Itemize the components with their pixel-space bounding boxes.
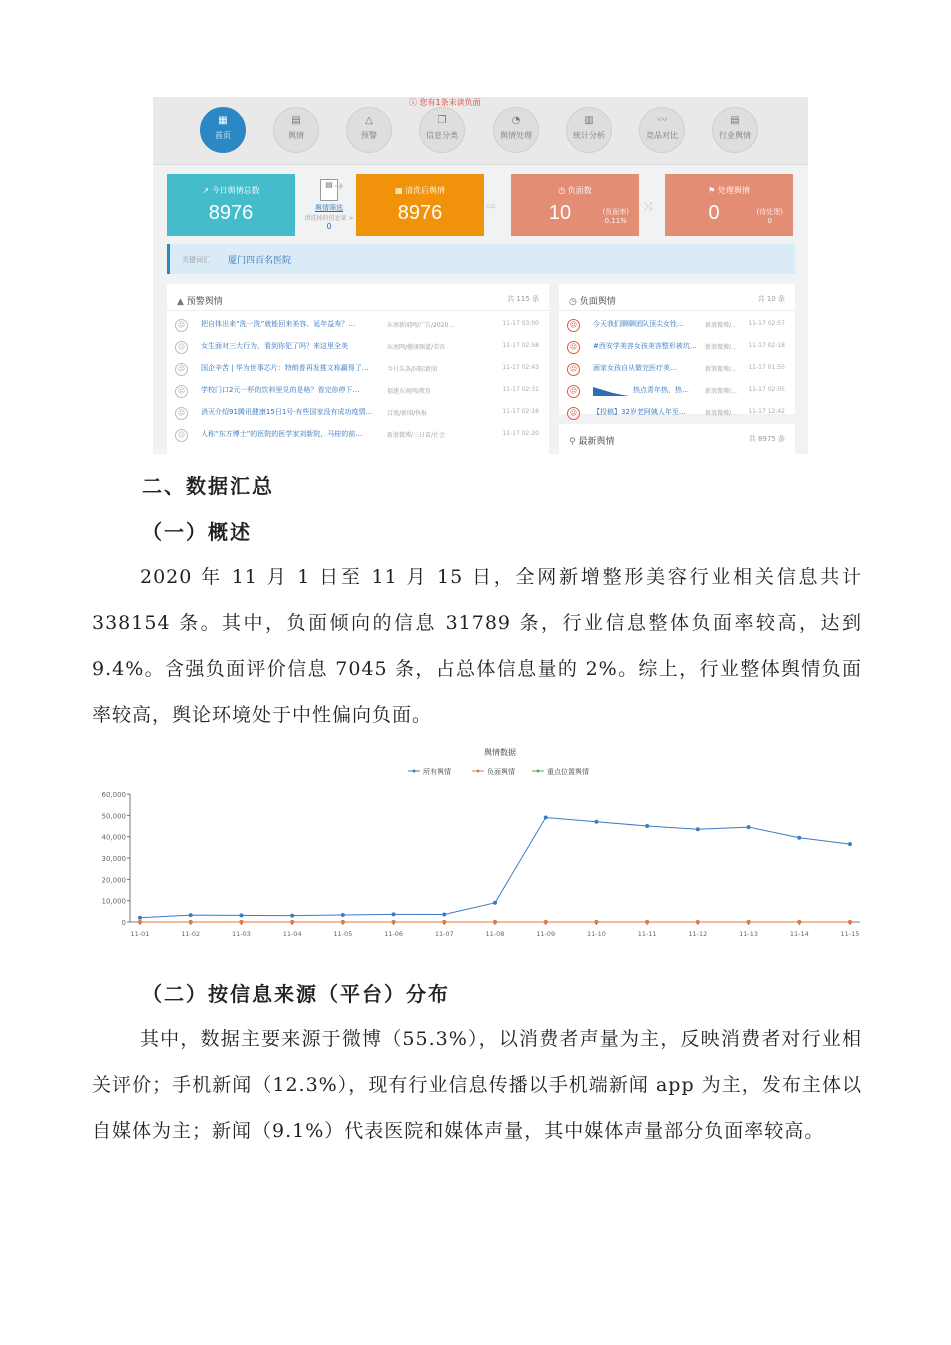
data-point[interactable]	[594, 920, 598, 924]
stat-card[interactable]	[356, 174, 484, 236]
legend-marker	[413, 770, 416, 773]
list-item[interactable]	[167, 382, 549, 402]
face-icon: ☹	[567, 341, 580, 354]
data-point[interactable]	[138, 920, 142, 924]
filter-count: 0	[326, 222, 332, 231]
item-time: 11-17 02:20	[502, 430, 539, 437]
latest-panel	[559, 424, 795, 454]
clock-icon: ◷	[569, 297, 580, 307]
item-title[interactable]: 把自体出来“洗一洗”就能回来美容、延年益寿？…	[201, 320, 356, 328]
filter-link[interactable]: 舆情筛选	[315, 204, 343, 212]
nav-item-label: 舆情	[288, 131, 304, 140]
y-tick-label: 20,000	[101, 876, 126, 885]
stat-card[interactable]	[167, 174, 295, 236]
x-tick-label: 11-02	[181, 930, 201, 938]
trend-chart-svg	[90, 742, 870, 964]
clock-icon: ◷	[558, 186, 566, 195]
face-icon: ☹	[175, 429, 188, 442]
legend-label[interactable]: 所有舆情	[423, 768, 451, 776]
section-heading: 二、数据汇总	[142, 474, 274, 498]
y-tick-label: 0	[121, 919, 126, 927]
face-icon: ☹	[175, 363, 188, 376]
x-tick-label: 11-14	[789, 930, 809, 938]
item-time: 11-17 12:42	[748, 408, 785, 415]
stat-sub: (负面率) 0.11%	[602, 208, 629, 225]
nav-item[interactable]	[566, 107, 612, 153]
item-time: 11-17 02:18	[748, 342, 785, 349]
document-icon: ▤	[291, 115, 301, 126]
data-point[interactable]	[544, 815, 548, 819]
data-point[interactable]	[848, 920, 852, 924]
item-title[interactable]: 国企辛苦 | 华为世事芯片：特朗普再发推文称赢得了…	[201, 364, 369, 372]
item-time: 11-17 02:57	[748, 320, 785, 327]
y-tick-label: 50,000	[101, 812, 126, 821]
warning-panel-count: 共 115 条	[507, 295, 539, 303]
item-time: 11-17 02:05	[748, 386, 785, 393]
nav-item[interactable]	[200, 107, 246, 153]
data-point[interactable]	[747, 825, 751, 829]
stat-value: 8976	[397, 202, 443, 224]
legend-marker	[537, 770, 540, 773]
data-point[interactable]	[442, 913, 446, 917]
item-time: 11-17 02:16	[502, 408, 539, 415]
warning-panel	[167, 284, 549, 454]
keyword-bar	[167, 244, 795, 274]
alert-icon: ▲	[177, 297, 187, 307]
list-item[interactable]	[559, 404, 795, 424]
item-title[interactable]: 【投稿】32岁老阿姨人年至…	[593, 408, 686, 416]
stat-title: ▦ 清洗后舆情	[394, 186, 446, 195]
stat-title: ◷ 负面数	[558, 186, 592, 195]
x-tick-label: 11-15	[840, 930, 860, 938]
stat-title: ⚑ 处理舆情	[708, 186, 750, 195]
list-item[interactable]	[559, 338, 795, 358]
arrow-right-icon: ⇨	[486, 199, 497, 213]
list-item[interactable]	[167, 338, 549, 358]
grid-icon: ▦	[218, 115, 228, 126]
copy-icon: ❐	[437, 115, 447, 126]
x-tick-label: 11-01	[130, 930, 150, 938]
x-tick-label: 11-12	[688, 930, 708, 938]
item-source: 新浪微博/…	[705, 410, 738, 417]
list-item[interactable]	[559, 382, 795, 402]
alert-icon: △	[365, 115, 373, 126]
filter-sub: 清洗掉的信息量 >	[304, 215, 354, 222]
item-source: 新浪微博/…	[705, 344, 738, 351]
data-point[interactable]	[645, 824, 649, 828]
list-item[interactable]	[559, 360, 795, 380]
x-tick-label: 11-05	[333, 930, 353, 938]
item-title[interactable]: 消灭介绍91腾讯健康15日1号·有些国家没有成功疫情…	[201, 408, 373, 416]
mini-trend-icon	[593, 387, 629, 396]
nav-item[interactable]	[493, 107, 539, 153]
x-tick-label: 11-09	[536, 930, 556, 938]
face-icon: ☹	[175, 407, 188, 420]
legend-label[interactable]: 重点位置舆情	[547, 768, 589, 776]
y-tick-label: 60,000	[101, 791, 126, 799]
item-title[interactable]: 今天我们聊聊团队顶尖女性…	[593, 320, 684, 328]
face-icon: ☹	[567, 319, 580, 332]
data-point[interactable]	[696, 827, 700, 831]
data-point[interactable]	[189, 913, 193, 917]
nav-item-label: 预警	[361, 131, 377, 140]
refresh-icon: ◔	[511, 115, 521, 126]
nav-item-label: 首页	[215, 131, 231, 140]
data-point[interactable]	[392, 912, 396, 916]
list-item[interactable]	[167, 360, 549, 380]
item-source: 东南新闻网/广告/2020…	[387, 322, 455, 329]
nav-item[interactable]	[639, 107, 685, 153]
face-icon: ☹	[567, 385, 580, 398]
wave-icon: 〰	[657, 115, 667, 126]
list-item[interactable]	[559, 316, 795, 336]
item-title[interactable]: 女生面对三大行为，看到你犯了吗？来这里全美	[201, 342, 348, 350]
bar-chart-icon: ▥	[584, 115, 594, 126]
item-source: 新浪微博/三日看/社会	[387, 432, 446, 439]
stat-value: 0	[708, 202, 720, 224]
data-point[interactable]	[848, 842, 852, 846]
overview-paragraph: 2020 年 11 月 1 日至 11 月 15 日，全网新增整形美容行业相关信息共计 338154 条。其中，负面倾向的信息 31789 条，行业信息整体负面率较高，达到 9.4%。含强负面评价信息 7045 条，占总体信息量的 2%。综上，行业整体舆情负面率较高，舆论环境处于中性偏向负面。	[92, 566, 862, 726]
data-point[interactable]	[747, 920, 751, 924]
data-point[interactable]	[544, 920, 548, 924]
x-tick-label: 11-04	[282, 930, 302, 938]
grid-icon: ▦	[394, 186, 403, 195]
stat-card[interactable]	[511, 174, 639, 236]
item-time: 11-17 03:00	[502, 320, 539, 327]
dashboard-screenshot	[153, 97, 808, 454]
data-point[interactable]	[138, 916, 142, 920]
nav-item[interactable]	[346, 107, 392, 153]
data-point[interactable]	[797, 920, 801, 924]
warning-panel-title: ▲ 预警舆情	[177, 297, 223, 307]
data-point[interactable]	[493, 920, 497, 924]
arrow-right-icon: ➜	[334, 179, 345, 193]
latest-panel-title: ⚲ 最新舆情	[569, 437, 615, 447]
document-icon: ▤	[320, 179, 338, 201]
y-tick-label: 10,000	[101, 897, 126, 906]
shuffle-icon: ⤨	[643, 199, 653, 213]
item-source: 今日头条/国际新闻	[387, 366, 438, 373]
legend-label[interactable]: 负面舆情	[487, 768, 515, 776]
item-source: 东南网/健康频道/美容	[387, 344, 446, 351]
latest-panel-count: 共 8975 条	[748, 435, 785, 443]
data-point[interactable]	[645, 920, 649, 924]
source-paragraph: 其中，数据主要来源于微博（55.3%），以消费者声量为主，反映消费者对行业相关评价；手机新闻（12.3%），现有行业信息传播以手机端新闻 app 为主，发布主体以自媒体为主；新闻（9.1%）代表医院和媒体声量，其中媒体声量部分负面率较高。	[92, 1028, 862, 1142]
x-tick-label: 11-06	[384, 930, 404, 938]
nav-item-label: 竞品对比	[646, 131, 678, 140]
face-icon: ☹	[175, 385, 188, 398]
unread-negative-alert[interactable]: ⓘ 您有1条未读负面	[409, 98, 481, 107]
nav-item[interactable]	[712, 107, 758, 153]
stat-sub: (待处理) 0	[756, 208, 783, 225]
item-title[interactable]: 画家女孩自从做完医疗美…	[593, 364, 677, 372]
x-tick-label: 11-10	[586, 930, 606, 938]
face-icon: ☹	[567, 407, 580, 420]
x-tick-label: 11-13	[739, 930, 759, 938]
item-time: 11-17 02:58	[502, 342, 539, 349]
data-point[interactable]	[442, 920, 446, 924]
top-nav	[153, 97, 808, 165]
data-point[interactable]	[392, 920, 396, 924]
stat-title: ↗ 今日舆情总数	[202, 186, 260, 195]
face-icon: ☹	[175, 319, 188, 332]
data-point[interactable]	[696, 920, 700, 924]
data-point[interactable]	[189, 920, 193, 924]
list-item[interactable]	[167, 426, 549, 446]
nav-item[interactable]	[419, 107, 465, 153]
data-point[interactable]	[239, 920, 243, 924]
legend-marker	[477, 770, 480, 773]
negative-panel	[559, 284, 795, 417]
nav-item-label: 信息分类	[426, 131, 458, 140]
stat-value: 10	[548, 202, 572, 224]
item-source: 新浪微博/…	[705, 322, 738, 329]
item-time: 11-17 02:43	[502, 364, 539, 371]
item-source: 新浪微博/…	[705, 366, 738, 373]
pin-icon: ⚲	[569, 437, 579, 447]
trend-chart	[90, 742, 870, 964]
list-item[interactable]	[167, 316, 549, 336]
data-point[interactable]	[341, 920, 345, 924]
data-point[interactable]	[239, 913, 243, 917]
item-title[interactable]: 学校门口2元一杯的饮料里兑的是啥？看完你停下…	[201, 386, 360, 394]
data-point[interactable]	[341, 913, 345, 917]
y-tick-label: 40,000	[101, 833, 126, 842]
keyword-value[interactable]: 厦门四百名医院	[228, 256, 292, 266]
filter-widget[interactable]	[294, 179, 364, 235]
item-time: 11-17 02:31	[502, 386, 539, 393]
stat-value: 8976	[208, 202, 254, 224]
item-title[interactable]: 人称“东方博士”的医院的医学家刘新院，马桂的前…	[201, 430, 363, 438]
x-tick-label: 11-07	[434, 930, 454, 938]
subsection-heading-overview: （一）概述	[142, 520, 252, 544]
nav-item-label: 统计分析	[573, 131, 605, 140]
x-tick-label: 11-11	[637, 930, 657, 938]
keyword-label: 关键词汇	[182, 256, 210, 264]
item-source: 福建东南网/教育	[387, 388, 432, 395]
negative-panel-count: 共 10 条	[757, 295, 785, 303]
data-point[interactable]	[594, 820, 598, 824]
y-tick-label: 30,000	[101, 855, 126, 863]
data-point[interactable]	[797, 836, 801, 840]
chart-title: 舆情数据	[484, 748, 516, 757]
item-time: 11-17 01:55	[748, 364, 785, 371]
subsection-heading-source: （二）按信息来源（平台）分布	[142, 982, 450, 1006]
negative-panel-title: ◷ 负面舆情	[569, 297, 616, 307]
nav-item-label: 舆情处理	[500, 131, 532, 140]
nav-item[interactable]	[273, 107, 319, 153]
item-source: 新浪微博/…	[705, 388, 738, 395]
nav-item-label: 行业舆情	[719, 131, 751, 140]
item-title[interactable]: 热点青年热，热…	[633, 386, 689, 394]
list-item[interactable]	[167, 404, 549, 424]
stat-card[interactable]	[665, 174, 793, 236]
trend-icon: ↗	[202, 186, 210, 195]
data-point[interactable]	[290, 914, 294, 918]
item-title[interactable]: #西安学美容女孩美容整形被坑…	[593, 342, 697, 350]
face-icon: ☹	[567, 363, 580, 376]
data-point[interactable]	[290, 920, 294, 924]
x-tick-label: 11-08	[485, 930, 505, 938]
list-icon: ▤	[730, 115, 740, 126]
flag-icon: ⚑	[708, 186, 716, 195]
face-icon: ☹	[175, 341, 188, 354]
data-point[interactable]	[493, 901, 497, 905]
x-tick-label: 11-03	[231, 930, 251, 938]
item-source: 百度/新闻/快报	[387, 410, 428, 417]
